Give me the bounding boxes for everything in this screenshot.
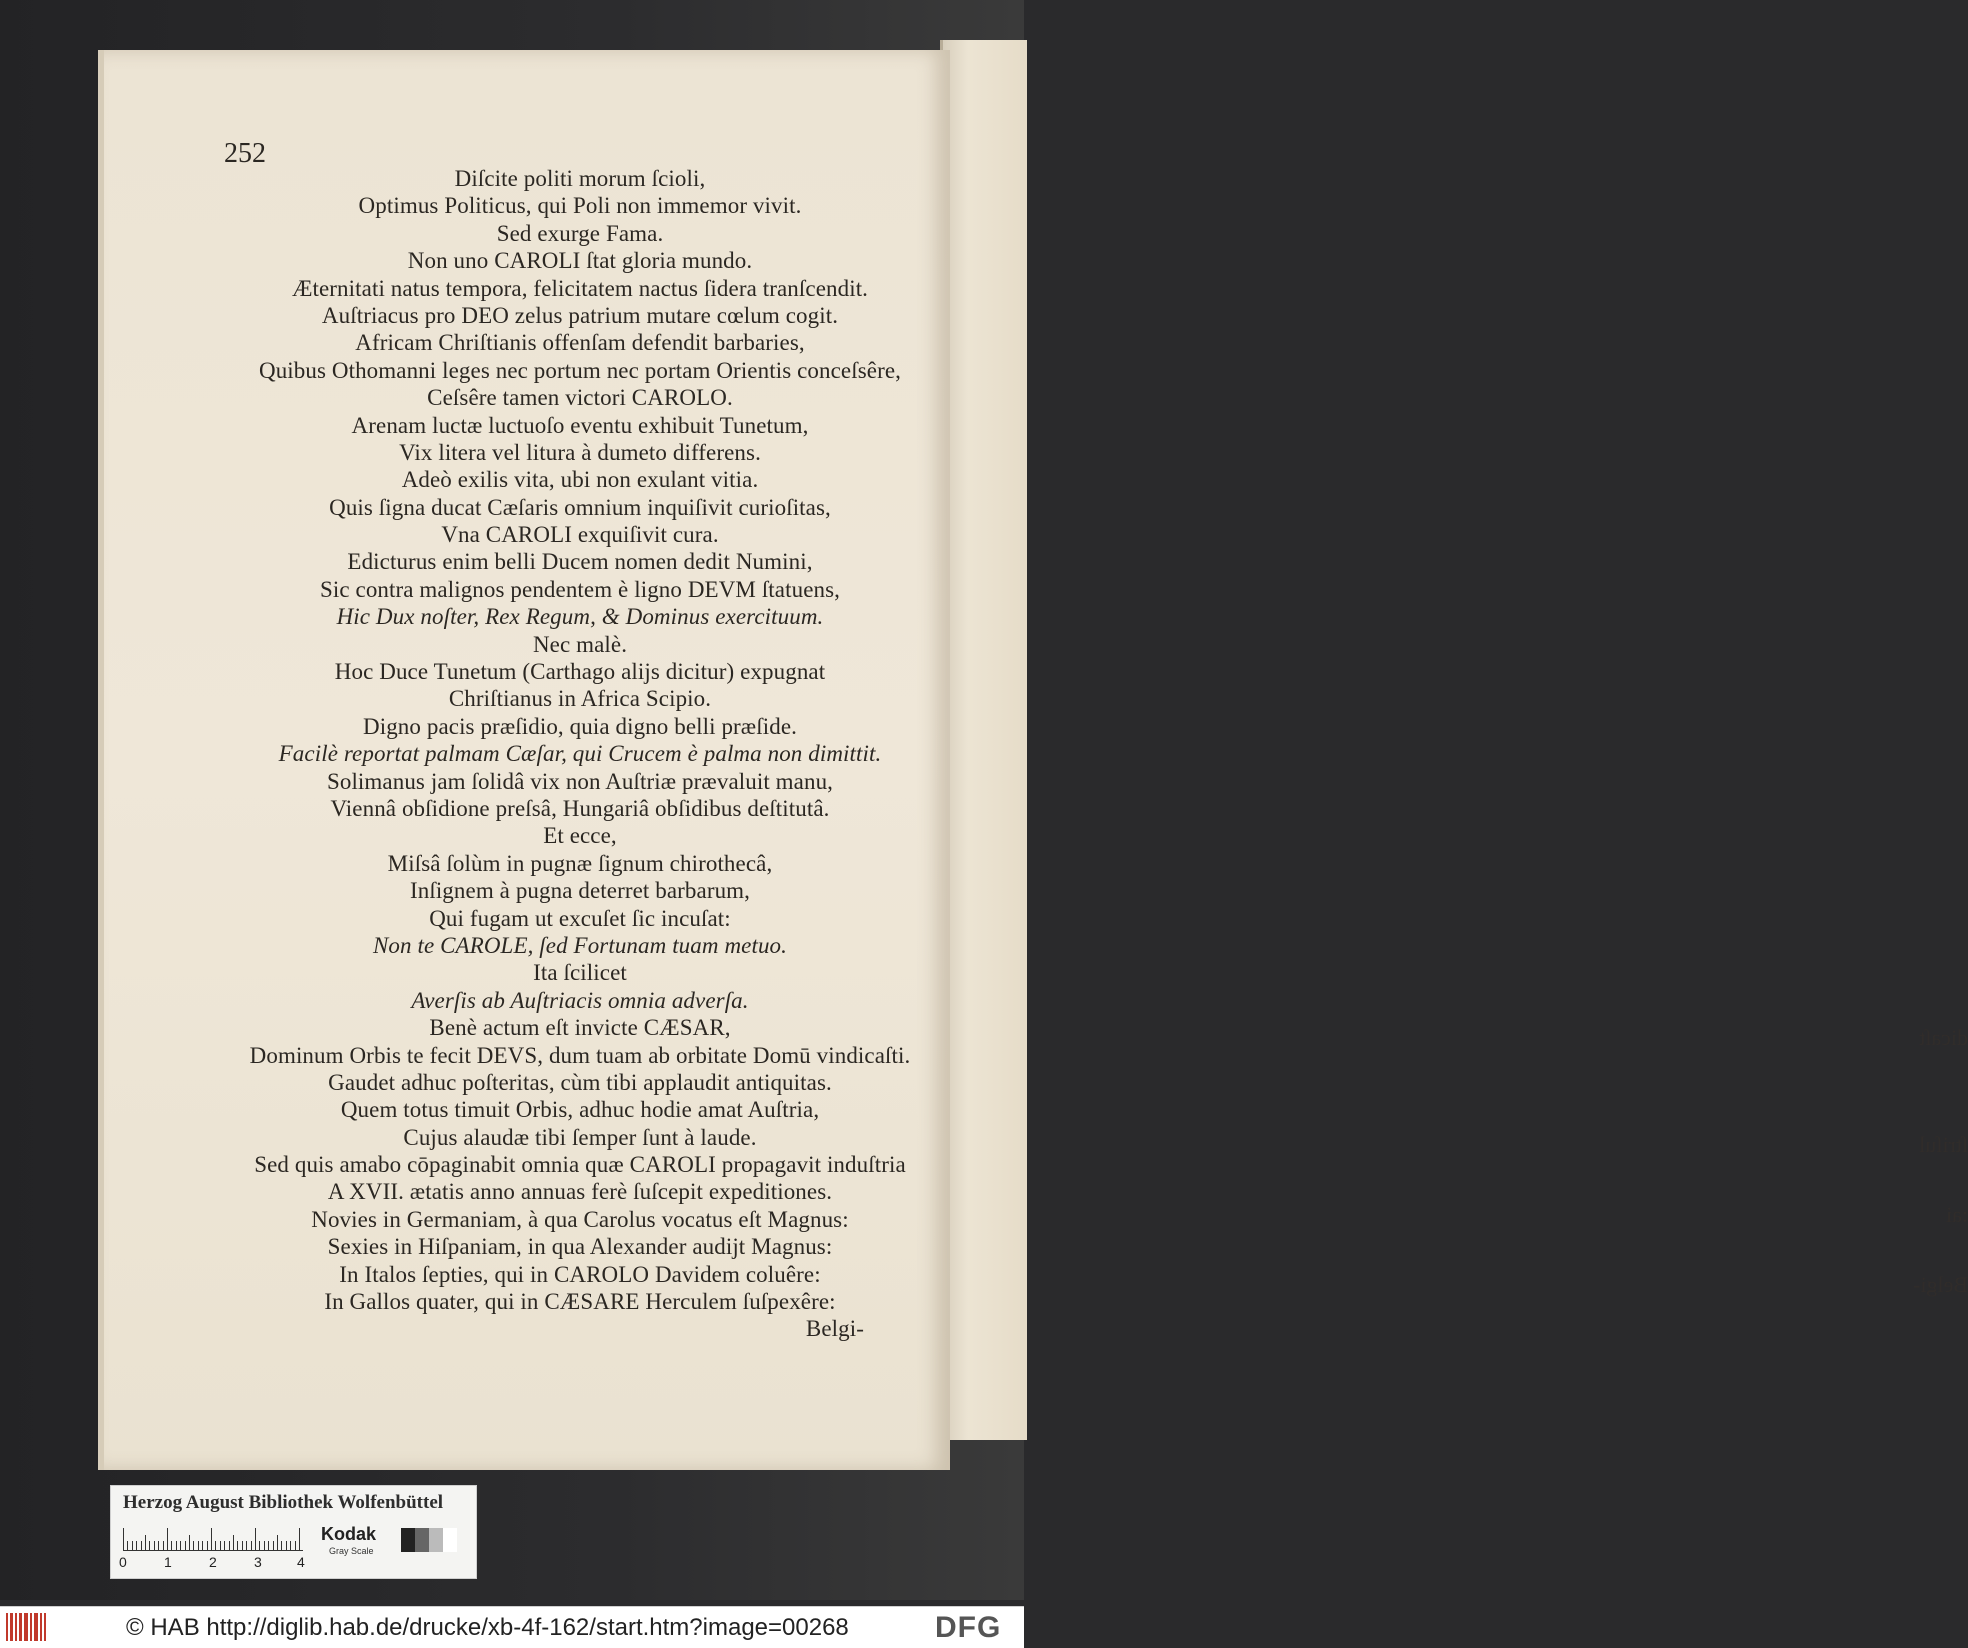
text-line: Benè actum eſt invicte CÆSAR, <box>429 1015 731 1041</box>
ruler-tick <box>136 1541 137 1550</box>
ghost-text: ſtriſul <box>1919 1132 1968 1157</box>
text-line: Sic contra malignos pendentem è ligno DEVM ſtatuens, <box>319 576 841 602</box>
text-line: Cujus alaudæ tibi ſemper ſunt à laude. <box>403 1124 757 1150</box>
ruler-tick <box>171 1541 172 1550</box>
text-line: A XVII. ætatis anno annuas ferè ſuſcepit expeditiones. <box>327 1179 833 1205</box>
gray-patch <box>443 1528 457 1552</box>
text-line: Non uno CAROLI ſtat gloria mundo. <box>407 248 753 274</box>
text-line: Diſcite politi morum ſcioli, <box>454 166 706 191</box>
ruler-tick <box>211 1528 212 1550</box>
ruler-scale <box>123 1526 303 1551</box>
ruler-tick <box>185 1541 186 1550</box>
text-line: Sed exurge Fama. <box>496 220 664 246</box>
ruler-tick <box>281 1541 282 1550</box>
footer-credit[interactable]: © HAB http://diglib.hab.de/drucke/xb-4f-162/start.htm?image=00268 <box>126 1614 849 1641</box>
ruler-tick <box>286 1541 287 1550</box>
text-line: In Gallos quater, qui in CÆSARE Herculem ſuſpexêre: <box>324 1289 836 1315</box>
ruler-tick <box>176 1541 177 1550</box>
ruler-tick <box>220 1541 221 1550</box>
logo-bar <box>40 1613 43 1641</box>
ghost-text: :ai <box>1946 1202 1968 1227</box>
ruler-tick <box>290 1541 291 1550</box>
ruler-tick <box>229 1541 230 1550</box>
text-line: Quem totus timuit Orbis, adhuc hodie amat Auſtria, <box>340 1097 820 1123</box>
text-line: Æternitati natus tempora, felicitatem nactus ſidera tranſcendit. <box>291 275 869 301</box>
text-line: Non te CAROLE, ſed Fortunam tuam metuo. <box>372 932 788 958</box>
ruler-tick <box>273 1541 274 1550</box>
text-line: Digno pacis præſidio, quia digno belli præſide. <box>363 713 797 739</box>
ruler-tick <box>202 1541 203 1550</box>
text-line: Quibus Othomanni leges nec portum nec portam Orientis conceſsêre, <box>258 357 901 383</box>
ruler-tick <box>193 1541 194 1550</box>
ruler-tick <box>149 1541 150 1550</box>
text-line: Nec malè. <box>532 631 628 657</box>
ruler-tick <box>215 1541 216 1550</box>
ruler-tick <box>158 1541 159 1550</box>
ruler-tick <box>259 1541 260 1550</box>
text-line: Vna CAROLI exquiſivit cura. <box>441 522 719 548</box>
text-line: Ita ſcilicet <box>533 960 627 986</box>
ruler-tick <box>180 1541 181 1550</box>
ruler-tick <box>141 1541 142 1550</box>
text-line: In Italos ſepties, qui in CAROLO Davidem coluêre: <box>339 1261 821 1287</box>
text-line: Hic Dux noſter, Rex Regum, & Dominus exercituum. <box>336 604 824 630</box>
logo-bar <box>10 1613 14 1641</box>
ruler-tick <box>207 1541 208 1550</box>
text-line: Qui fugam ut excuſet ſic incuſat: <box>429 905 731 931</box>
text-line: Belgi- <box>805 1316 864 1342</box>
library-name: Herzog August Bibliothek Wolfenbüttel <box>123 1492 444 1513</box>
ruler-tick <box>167 1528 168 1550</box>
page-text <box>200 165 960 1343</box>
text-line: Solimanus jam ſolidâ vix non Auſtriæ prævaluit manu, <box>326 768 834 794</box>
text-line: Sexies in Hiſpaniam, in qua Alexander audijt Magnus: <box>327 1234 833 1260</box>
text-line: Sed quis amabo cōpaginabit omnia quæ CAROLI propagavit induſtria <box>254 1152 906 1178</box>
dfg-logo: DFG <box>935 1611 1002 1644</box>
text-line: Africam Chriſtianis offenſam defendit barbaries, <box>355 330 805 356</box>
page-number: 252 <box>224 138 266 169</box>
gray-patches <box>401 1528 457 1552</box>
text-line: Dominum Orbis te fecit DEVS, dum tuam ab orbitate Domū vindicaſti. <box>249 1042 911 1068</box>
ruler-tick <box>295 1541 296 1550</box>
text-line: Auſtriacus pro DEO zelus patrium mutare cœlum cogit. <box>321 302 839 328</box>
footer-bar <box>0 1606 1024 1648</box>
ruler-tick <box>233 1535 234 1550</box>
text-line: Viennâ obſidione preſsâ, Hungariâ obſidibus deſtitutâ. <box>330 795 830 821</box>
text-line: Adeò exilis vita, ubi non exulant vitia. <box>401 467 759 493</box>
ruler-number: 3 <box>254 1554 262 1570</box>
text-line: Novies in Germaniam, à qua Carolus vocatus eſt Magnus: <box>311 1206 849 1232</box>
text-line: Chriſtianus in Africa Scipio. <box>448 686 712 712</box>
ruler-number: 2 <box>209 1554 217 1570</box>
logo-bar <box>19 1613 22 1641</box>
ruler-tick <box>127 1541 128 1550</box>
ghost-text: dicaſt <box>1919 1025 1968 1050</box>
logo-bar <box>6 1613 8 1641</box>
ruler-tick <box>154 1541 155 1550</box>
ruler-tick <box>277 1535 278 1550</box>
ruler-number: 1 <box>164 1554 172 1570</box>
text-line: Edicturus enim belli Ducem nomen dedit Numini, <box>347 549 813 575</box>
ruler-tick <box>299 1528 300 1550</box>
ruler-tick <box>242 1541 243 1550</box>
text-line: Quis ſigna ducat Cæſaris omnium inquiſivit curioſitas, <box>329 494 831 520</box>
ruler-tick <box>145 1535 146 1550</box>
gray-patch <box>401 1528 415 1552</box>
text-line: Hoc Duce Tunetum (Carthago alijs dicitur) expugnat <box>334 659 826 685</box>
ghost-text: Belgi- <box>1913 1272 1968 1297</box>
ruler-tick <box>251 1541 252 1550</box>
text-line: Miſsâ ſolùm in pugnæ ſignum chirothecâ, <box>387 850 773 876</box>
ruler-tick <box>224 1541 225 1550</box>
gray-patch <box>415 1528 429 1552</box>
logo-bar <box>34 1613 38 1641</box>
text-line: Vix litera vel litura à dumeto differens. <box>399 439 761 465</box>
logo-bar <box>15 1613 17 1641</box>
ruler-tick <box>163 1541 164 1550</box>
logo-bar <box>44 1613 46 1641</box>
ruler-tick <box>123 1528 124 1550</box>
text-line: Et ecce, <box>543 823 617 849</box>
text-line: Gaudet adhuc poſteritas, cùm tibi applaudit antiquitas. <box>328 1069 832 1095</box>
logo-bar <box>30 1613 32 1641</box>
ruler-tick <box>255 1528 256 1550</box>
text-line: Inſignem à pugna deterret barbarum, <box>409 878 751 904</box>
kodak-subtitle: Gray Scale <box>329 1546 374 1556</box>
text-line: Ceſsêre tamen victori CAROLO. <box>427 385 733 411</box>
text-line: Arenam luctæ luctuoſo eventu exhibuit Tunetum, <box>351 412 809 438</box>
ruler-tick <box>189 1535 190 1550</box>
ruler-number: 4 <box>297 1554 305 1570</box>
text-line: Averſis ab Auſtriacis omnia adverſa. <box>411 987 749 1013</box>
gray-patch <box>429 1528 443 1552</box>
ruler-tick <box>132 1541 133 1550</box>
ruler-number: 0 <box>119 1554 127 1570</box>
logo-bar <box>24 1613 28 1641</box>
ruler-tick <box>237 1541 238 1550</box>
kodak-logo: Kodak <box>321 1524 377 1544</box>
text-line: Facilè reportat palmam Cæſar, qui Crucem è palma non dimittit. <box>278 741 882 767</box>
text-line: Optimus Politicus, qui Poli non immemor vivit. <box>358 193 802 219</box>
color-scale-card <box>110 1485 477 1579</box>
hab-logo <box>6 1613 46 1641</box>
ruler-tick <box>264 1541 265 1550</box>
ruler-tick <box>198 1541 199 1550</box>
ruler-tick <box>268 1541 269 1550</box>
ruler-tick <box>246 1541 247 1550</box>
